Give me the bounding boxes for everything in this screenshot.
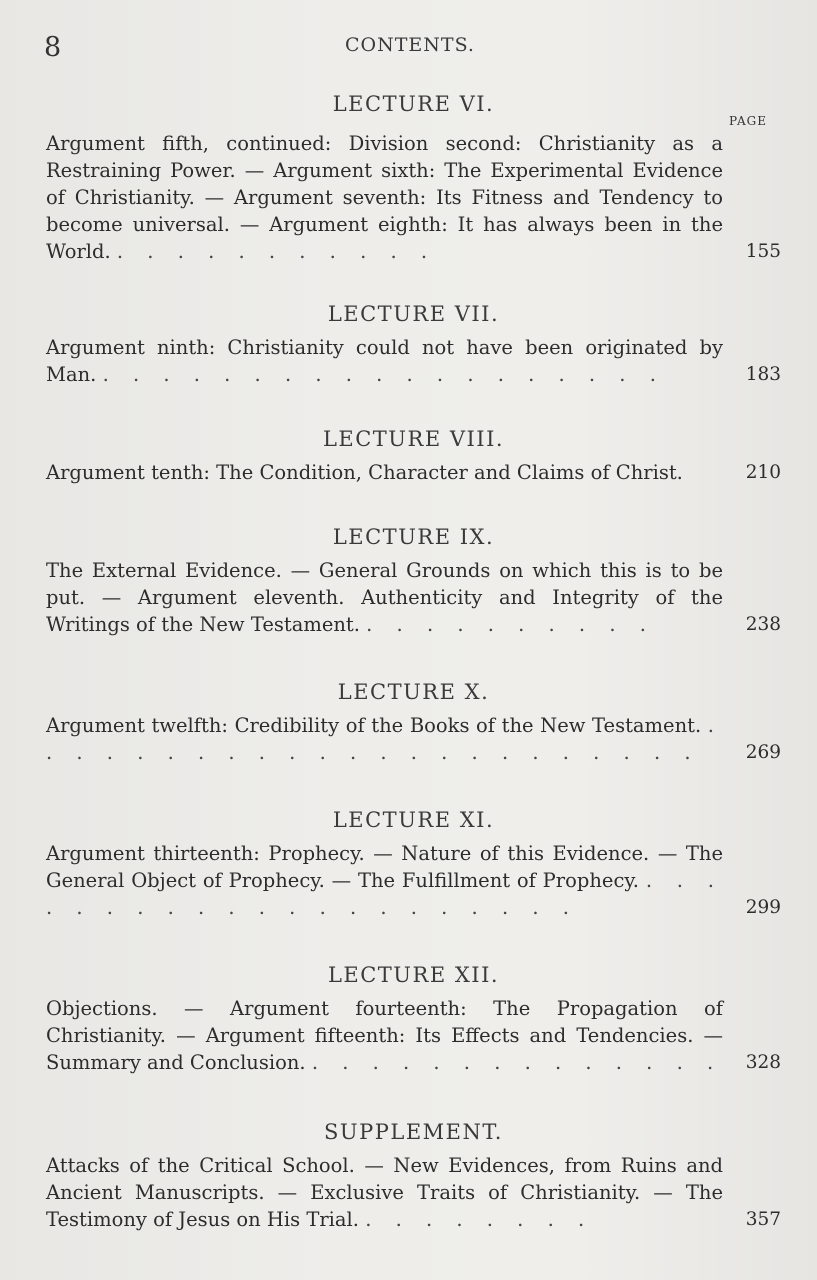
- lecture-heading: LECTURE X.: [337, 680, 490, 704]
- page-reference: 269: [745, 742, 781, 763]
- lecture-section: [46, 963, 781, 1076]
- lecture-section: [46, 525, 781, 638]
- dot-leader: . . . . . . . . . .: [366, 613, 655, 636]
- dot-leader: . . . . . . . . . . . . . . . . . . . . . . .: [46, 714, 723, 764]
- entry-description: Attacks of the Critical School. — New Evidences, from Ruins and Ancient Manuscripts. — Exclusive Traits of Christianity. — The Testimony of Jesus on His Trial.: [46, 1154, 723, 1231]
- entry-description: The External Evidence. — General Grounds on which this is to be put. — Argument eleventh. Authenticity and Integrity of the Writings of the New Testament.: [46, 559, 723, 636]
- lecture-heading: LECTURE VI.: [332, 92, 495, 116]
- dot-leader: . . . . . . . . . . . . . . . . . . . . .: [46, 869, 724, 919]
- entry-description: Argument ninth: Christianity could not have been originated by Man.: [46, 336, 723, 386]
- dot-leader: . . . . . . . .: [365, 1208, 594, 1231]
- lecture-section: [46, 680, 781, 766]
- lecture-section: [46, 92, 781, 265]
- supplement-section: [46, 1120, 781, 1233]
- lecture-heading: LECTURE XI.: [332, 808, 495, 832]
- page-number: 8: [44, 32, 62, 63]
- page-reference: 238: [745, 614, 781, 635]
- entry-description: Argument thirteenth: Prophecy. — Nature of this Evidence. — The General Object of Prophecy. — The Fulfillment of Prophecy.: [46, 842, 723, 892]
- page-column-label: PAGE: [729, 114, 767, 128]
- dot-leader: . . . . . . . . . . .: [116, 240, 437, 263]
- running-title: CONTENTS.: [345, 34, 475, 56]
- contents-entry: [46, 995, 781, 1076]
- supplement-heading: SUPPLEMENT.: [324, 1120, 503, 1144]
- running-head: [40, 30, 780, 70]
- lecture-heading: LECTURE XII.: [327, 963, 500, 987]
- contents-entry: [46, 334, 781, 388]
- page-reference: 210: [745, 462, 781, 483]
- entry-description: Argument fifth, continued: Division second: Christianity as a Restraining Power. — Argument sixth: The Experimental Evidence of Christianity. — Argument seventh: Its Fitness and Tendency to become universal. — Argument eighth: It has always been in the World.: [46, 132, 723, 263]
- contents-entry: [46, 1152, 781, 1233]
- dot-leader: . . . . . . . . . . . . . . . . . . .: [102, 363, 665, 386]
- entry-description: Argument tenth: The Condition, Character and Claims of Christ.: [46, 461, 683, 484]
- contents-entry: [46, 840, 781, 921]
- entry-description: Objections. — Argument fourteenth: The Propagation of Christianity. — Argument fifteenth: Its Effects and Tendencies. — Summary and Conclusion.: [46, 997, 723, 1074]
- contents-entry: [46, 459, 781, 486]
- contents-entry: [46, 130, 781, 265]
- page-reference: 299: [745, 897, 781, 918]
- lecture-heading: LECTURE VIII.: [322, 427, 505, 451]
- lecture-section: [46, 302, 781, 388]
- lecture-section: [46, 808, 781, 921]
- page-reference: 357: [745, 1209, 781, 1230]
- page-reference: 155: [745, 241, 781, 262]
- entry-description: Argument twelfth: Credibility of the Books of the New Testament.: [46, 714, 702, 737]
- lecture-heading: LECTURE IX.: [332, 525, 495, 549]
- contents-entry: [46, 712, 781, 766]
- contents-entry: [46, 557, 781, 638]
- page-reference: 183: [745, 364, 781, 385]
- lecture-section: [46, 427, 781, 486]
- dot-leader: . . . . . . . . . . . . . .: [311, 1051, 723, 1074]
- lecture-heading: LECTURE VII.: [327, 302, 500, 326]
- page-reference: 328: [745, 1052, 781, 1073]
